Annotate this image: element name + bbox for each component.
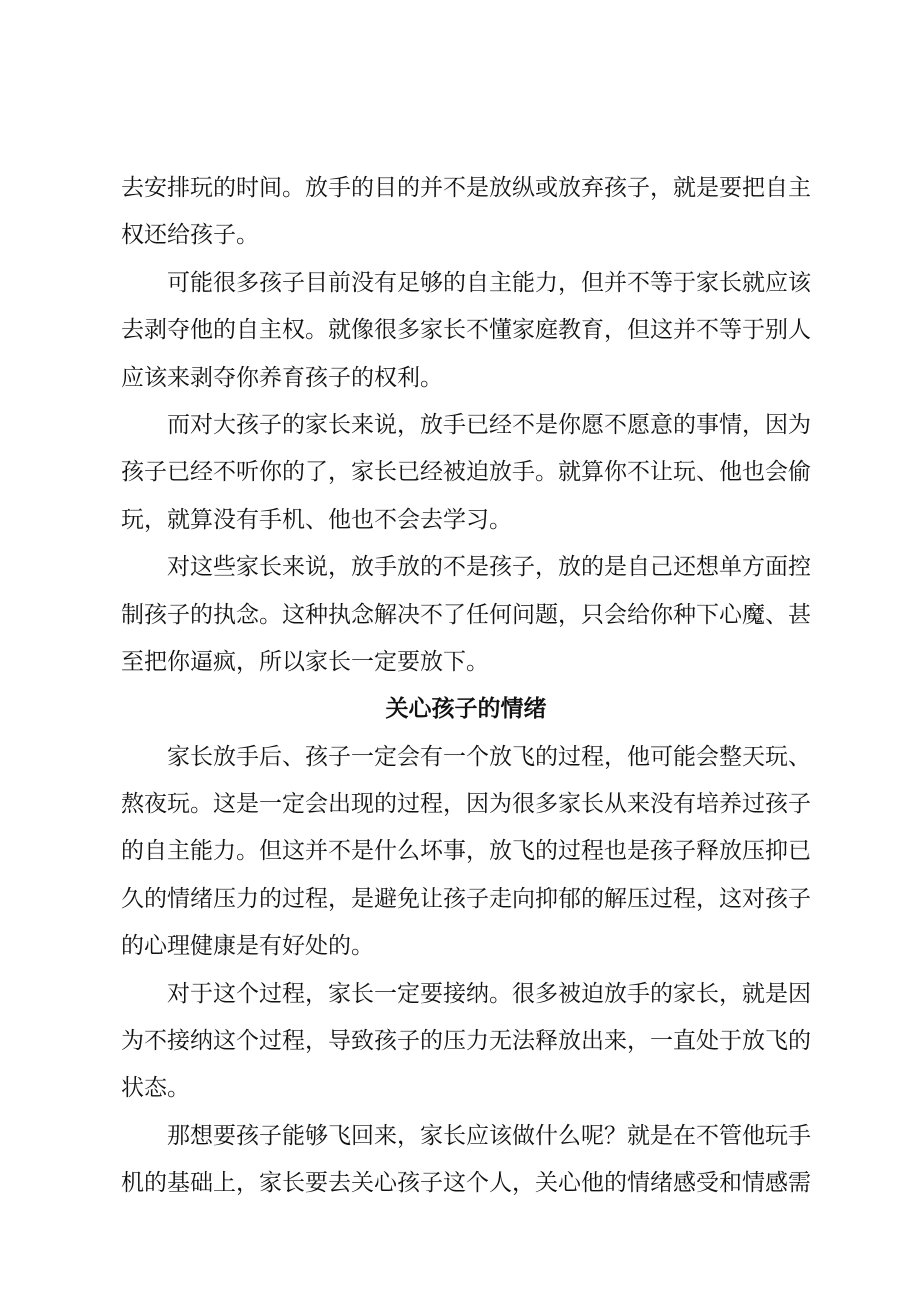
section-heading: 关心孩子的情绪 <box>385 696 547 723</box>
text-line: 熬夜玩。这是一定会出现的过程，因为很多家长从来没有培养过孩子 <box>121 791 811 818</box>
text-line: 至把你逼疯，所以家长一定要放下。 <box>121 648 489 675</box>
text-line: 孩子已经不听你的了，家长已经被迫放手。就算你不让玩、他也会偷 <box>121 459 811 486</box>
paragraph-start-line: 对这些家长来说，放手放的不是孩子，放的是自己还想单方面控 <box>167 554 811 581</box>
paragraph-start-line: 可能很多孩子目前没有足够的自主能力，但并不等于家长就应该 <box>167 269 811 296</box>
text-line: 的心理健康是有好处的。 <box>121 933 374 960</box>
text-line: 应该来剥夺你养育孩子的权利。 <box>121 364 443 391</box>
document-body <box>121 165 811 1208</box>
paragraph-start-line: 家长放手后、孩子一定会有一个放飞的过程，他可能会整天玩、 <box>167 743 811 770</box>
text-line: 为不接纳这个过程，导致孩子的压力无法释放出来，一直处于放飞的 <box>121 1028 811 1055</box>
text-line: 机的基础上，家长要去关心孩子这个人，关心他的情绪感受和情感需 <box>121 1170 811 1197</box>
text-line: 玩，就算没有手机、他也不会去学习。 <box>121 506 512 533</box>
text-line: 久的情绪压力的过程，是避免让孩子走向抑郁的解压过程，这对孩子 <box>121 885 811 912</box>
paragraph-start-line: 那想要孩子能够飞回来，家长应该做什么呢？就是在不管他玩手 <box>167 1122 811 1149</box>
paragraph-start-line: 对于这个过程，家长一定要接纳。很多被迫放手的家长，就是因 <box>167 980 811 1007</box>
text-line: 权还给孩子。 <box>121 222 259 249</box>
text-line: 制孩子的执念。这种执念解决不了任何问题，只会给你种下心魔、甚 <box>121 601 811 628</box>
text-line: 状态。 <box>121 1075 190 1102</box>
text-line: 的自主能力。但这并不是什么坏事，放飞的过程也是孩子释放压抑已 <box>121 838 811 865</box>
text-line: 去安排玩的时间。放手的目的并不是放纵或放弃孩子，就是要把自主 <box>121 175 811 201</box>
text-line: 去剥夺他的自主权。就像很多家长不懂家庭教育，但这并不等于别人 <box>121 317 811 344</box>
paragraph-start-line: 而对大孩子的家长来说，放手已经不是你愿不愿意的事情，因为 <box>167 411 811 438</box>
